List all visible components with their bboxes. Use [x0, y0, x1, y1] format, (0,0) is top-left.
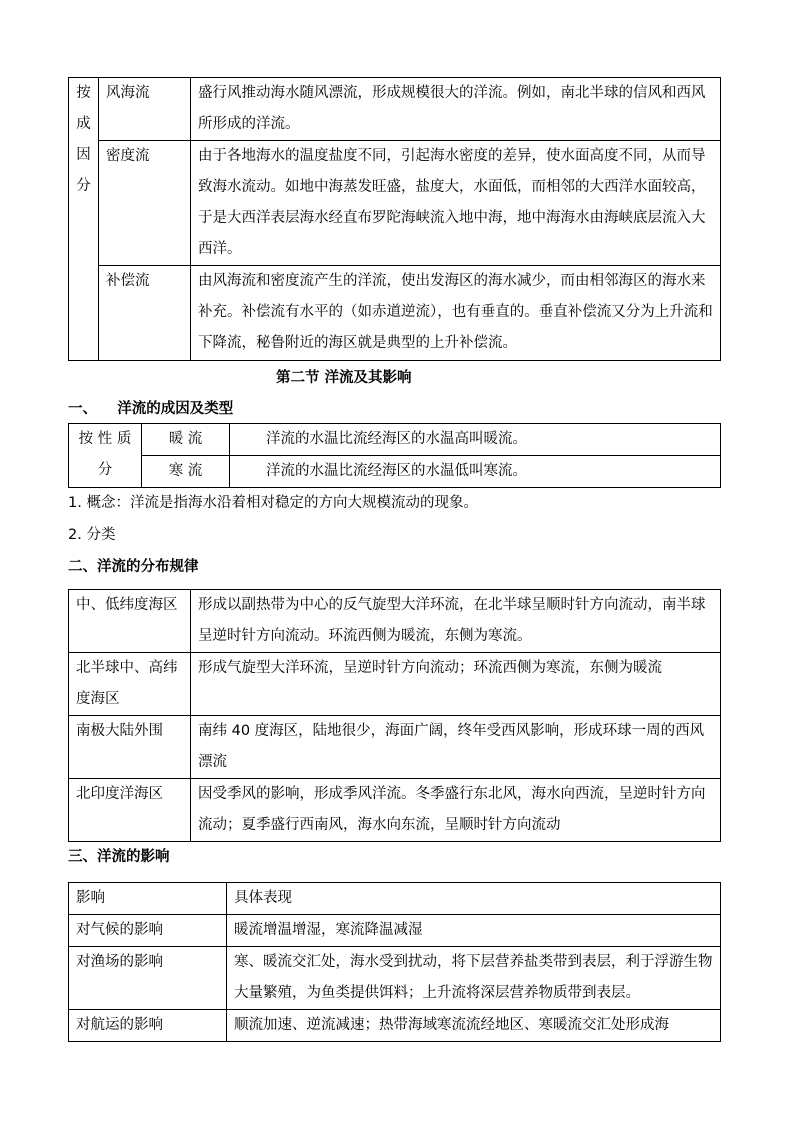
table-row — [69, 653, 721, 716]
row-name: 中、低纬度海区 — [69, 590, 191, 653]
table-row — [69, 266, 721, 361]
paragraph-classification: 2. 分类 — [68, 527, 116, 543]
row-name: 南极大陆外围 — [69, 716, 191, 779]
row-desc: 盛行风推动海水随风漂流，形成规模很大的洋流。例如，南北半球的信风和西风所形成的洋流。 — [191, 78, 721, 141]
row-desc: 由风海流和密度流产生的洋流，使出发海区的海水减少，而由相邻海区的海水来补充。补偿流有水平的（如赤道逆流），也有垂直的。垂直补偿流又分为上升流和下降流，秘鲁附近的海区就是典型的上升补偿流。 — [191, 266, 721, 361]
row-desc: 由于各地海水的温度盐度不同，引起海水密度的差异，使水面高度不同，从而导致海水流动。如地中海蒸发旺盛，盐度大，水面低，而相邻的大西洋水面较高，于是大西洋表层海水经直布罗陀海峡流入地中海，地中海海水由海峡底层流入大西洋。 — [191, 141, 721, 266]
group-label-line: 按 性 质 — [78, 431, 132, 447]
table-header-row — [69, 883, 721, 915]
paragraph-concept: 1. 概念：洋流是指海水沿着相对稳定的方向大规模流动的现象。 — [68, 495, 478, 511]
row-desc: 暖流增温增湿，寒流降温减湿 — [227, 915, 721, 947]
row-name: 风海流 — [99, 78, 191, 141]
char: 因 — [76, 147, 91, 163]
group-label-nature — [69, 424, 142, 488]
row-name: 密度流 — [99, 141, 191, 266]
row-desc: 顺流加速、逆流减速；热带海域寒流流经地区、寒暖流交汇处形成海 — [227, 1010, 721, 1042]
row-name: 对气候的影响 — [69, 915, 227, 947]
row-name: 寒 流 — [142, 456, 230, 488]
row-name: 对渔场的影响 — [69, 947, 227, 1010]
group-label-cause — [69, 78, 99, 361]
heading-influence: 三、洋流的影响 — [68, 849, 170, 865]
table-row — [69, 915, 721, 947]
row-desc: 洋流的水温比流经海区的水温低叫寒流。 — [230, 456, 721, 488]
table-row — [69, 424, 721, 456]
table-row — [69, 78, 721, 141]
row-desc: 因受季风的影响，形成季风洋流。冬季盛行东北风，海水向西流，呈逆时针方向流动；夏季盛行西南风，海水向东流，呈顺时针方向流动 — [191, 779, 721, 842]
row-desc: 洋流的水温比流经海区的水温高叫暖流。 — [230, 424, 721, 456]
table-by-nature — [68, 423, 721, 488]
table-row — [69, 590, 721, 653]
table-row — [69, 779, 721, 842]
row-name: 暖 流 — [142, 424, 230, 456]
table-row — [69, 716, 721, 779]
table-distribution — [68, 589, 721, 842]
table-influence — [68, 882, 721, 1042]
row-name: 对航运的影响 — [69, 1010, 227, 1042]
table-by-cause — [68, 77, 721, 361]
row-desc: 形成以副热带为中心的反气旋型大洋环流，在北半球呈顺时针方向流动，南半球呈逆时针方向流动。环流西侧为暖流，东侧为寒流。 — [191, 590, 721, 653]
char: 成 — [76, 116, 91, 132]
char: 分 — [76, 178, 91, 194]
row-name: 北半球中、高纬度海区 — [69, 653, 191, 716]
heading-causes-types: 一、 洋流的成因及类型 — [68, 401, 234, 417]
table-row — [69, 141, 721, 266]
row-name: 补偿流 — [99, 266, 191, 361]
group-label-line: 分 — [97, 462, 113, 478]
row-desc: 形成气旋型大洋环流，呈逆时针方向流动；环流西侧为寒流，东侧为暖流 — [191, 653, 721, 716]
row-name: 北印度洋海区 — [69, 779, 191, 842]
table-row — [69, 1010, 721, 1042]
column-header: 具体表现 — [227, 883, 721, 915]
section-title: 第二节 洋流及其影响 — [276, 370, 412, 386]
heading-distribution: 二、洋流的分布规律 — [68, 559, 199, 575]
row-desc: 寒、暖流交汇处，海水受到扰动，将下层营养盐类带到表层，利于浮游生物大量繁殖，为鱼类提供饵料；上升流将深层营养物质带到表层。 — [227, 947, 721, 1010]
char: 按 — [76, 85, 91, 101]
table-row — [69, 456, 721, 488]
row-desc: 南纬 40 度海区，陆地很少，海面广阔，终年受西风影响，形成环球一周的西风漂流 — [191, 716, 721, 779]
table-row — [69, 947, 721, 1010]
column-header: 影响 — [69, 883, 227, 915]
